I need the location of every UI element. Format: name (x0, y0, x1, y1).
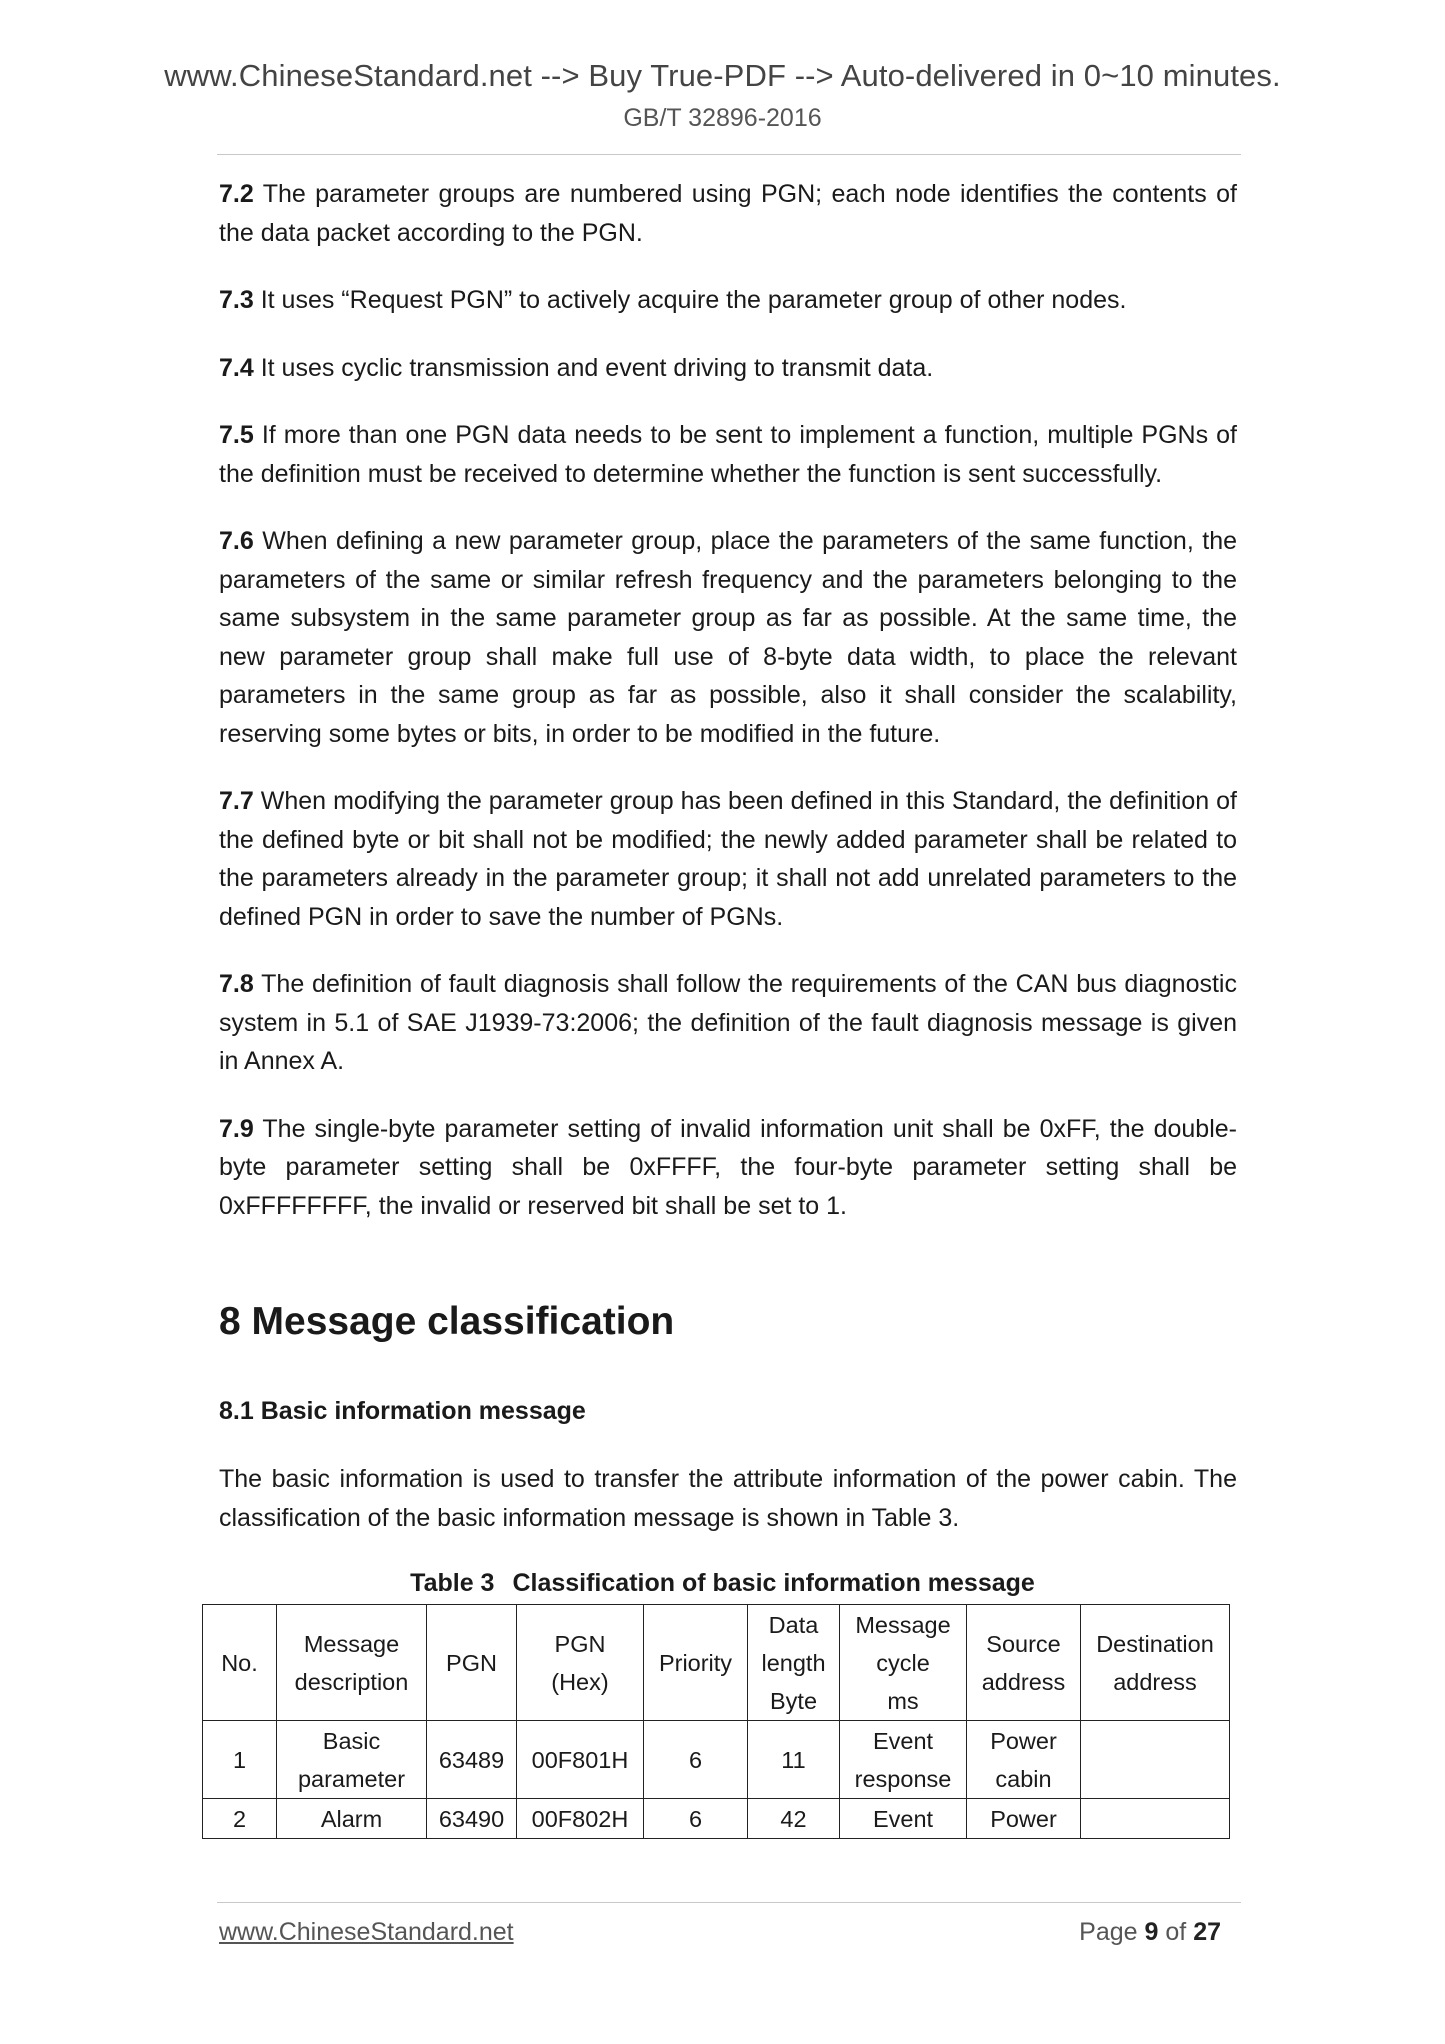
table-caption-title: Classification of basic information message (512, 1569, 1035, 1597)
cell-length: 11 (748, 1721, 840, 1799)
cell-source: Power (967, 1799, 1081, 1839)
cell-no: 1 (203, 1721, 277, 1799)
cell-pgn: 63490 (427, 1799, 517, 1839)
clause-text: When defining a new parameter group, place the parameters of the same function, the parameters of the same or similar refresh frequency and the parameters belonging to the same subsystem in the same parameter group as far as possible. At the same time, the new parameter group shall make full use of 8-byte data width, to place the relevant parameters in the same group as far as possible, also it shall consider the scalability, reserving some bytes or bits, in order to be modified in the future. (219, 527, 1237, 748)
cell-cycle: Event (840, 1799, 967, 1839)
page-indicator: Page 9 of 27 (1079, 1918, 1221, 1946)
clause-number: 7.7 (219, 787, 254, 815)
cell-source: Power cabin (967, 1721, 1081, 1799)
header-banner[interactable]: www.ChineseStandard.net --> Buy True-PDF --> Auto-delivered in 0~10 minutes. (164, 58, 1281, 93)
clause-text: The definition of fault diagnosis shall follow the requirements of the CAN bus diagnostic system in 5.1 of SAE J1939-73:2006; the definition of the fault diagnosis message is given in Annex A. (219, 970, 1237, 1075)
table-header-row (203, 1605, 1230, 1721)
header-divider (217, 154, 1241, 155)
cell-priority: 6 (644, 1721, 748, 1799)
clause-number: 7.5 (219, 421, 254, 449)
header-message-cycle: Message cycle ms (840, 1605, 967, 1721)
clause-text: It uses cyclic transmission and event driving to transmit data. (260, 353, 934, 382)
header-destination-address: Destination address (1081, 1605, 1230, 1721)
clause-number: 7.9 (219, 1114, 254, 1143)
classification-table (202, 1604, 1230, 1839)
clause-7-2 (219, 175, 1237, 252)
header-priority: Priority (644, 1605, 748, 1721)
header-data-length: Data length Byte (748, 1605, 840, 1721)
table-row (203, 1799, 1230, 1839)
section-heading: 8 Message classification (219, 1300, 675, 1343)
cell-description: Basic parameter (277, 1721, 427, 1799)
table-caption-number: Table 3 (410, 1569, 495, 1597)
clause-text: It uses “Request PGN” to actively acquire the parameter group of other nodes. (260, 286, 1127, 314)
cell-no: 2 (203, 1799, 277, 1839)
cell-pgn-hex: 00F802H (517, 1799, 644, 1839)
clause-7-7 (219, 782, 1237, 936)
clause-number: 7.2 (219, 180, 254, 208)
clause-7-5 (219, 416, 1237, 493)
header-no: No. (203, 1605, 277, 1721)
clause-text: If more than one PGN data needs to be sent to implement a function, multiple PGNs of the definition must be received to determine whether the function is sent successfully. (219, 421, 1237, 488)
header-pgn-hex: PGN (Hex) (517, 1605, 644, 1721)
page-number: 9 (1144, 1918, 1159, 1946)
clause-7-4 (219, 349, 1237, 388)
clause-7-8 (219, 965, 1237, 1081)
header-source-address: Source address (967, 1605, 1081, 1721)
clause-7-9 (219, 1110, 1237, 1226)
clause-text: The single-byte parameter setting of invalid information unit shall be 0xFF, the double-byte parameter setting shall be 0xFFFF, the four-byte parameter setting shall be 0xFFFFFFFF, the invalid or reserved bit shall be set to 1. (219, 1114, 1237, 1220)
cell-cycle: Event response (840, 1721, 967, 1799)
cell-destination (1081, 1799, 1230, 1839)
page-total: 27 (1193, 1918, 1221, 1946)
cell-description: Alarm (277, 1799, 427, 1839)
clause-number: 7.8 (219, 970, 254, 998)
clause-7-6 (219, 522, 1237, 753)
cell-pgn-hex: 00F801H (517, 1721, 644, 1799)
cell-destination (1081, 1721, 1230, 1799)
section-intro: The basic information is used to transfer the attribute information of the power cabin. The classification of the basic information message is shown in Table 3. (219, 1465, 1237, 1532)
clauses-block (219, 175, 1237, 1254)
cell-priority: 6 (644, 1799, 748, 1839)
clause-7-3 (219, 281, 1237, 320)
clause-number: 7.4 (219, 353, 254, 382)
footer-divider (217, 1902, 1241, 1903)
table-row (203, 1721, 1230, 1799)
header-pgn: PGN (427, 1605, 517, 1721)
clause-number: 7.3 (219, 286, 254, 314)
subsection-heading: 8.1 Basic information message (219, 1397, 586, 1425)
header-description: Message description (277, 1605, 427, 1721)
cell-pgn: 63489 (427, 1721, 517, 1799)
footer-site-link[interactable]: www.ChineseStandard.net (219, 1918, 514, 1946)
clause-number: 7.6 (219, 527, 254, 555)
cell-length: 42 (748, 1799, 840, 1839)
clause-text: The parameter groups are numbered using PGN; each node identifies the contents of the data packet according to the PGN. (219, 180, 1237, 247)
clause-text: When modifying the parameter group has been defined in this Standard, the definition of the defined byte or bit shall not be modified; the newly added parameter shall be related to the parameters already in the parameter group; it shall not add unrelated parameters to the defined PGN in order to save the number of PGNs. (219, 787, 1237, 931)
table-caption (0, 1569, 1445, 1598)
standard-number: GB/T 32896-2016 (623, 104, 822, 132)
